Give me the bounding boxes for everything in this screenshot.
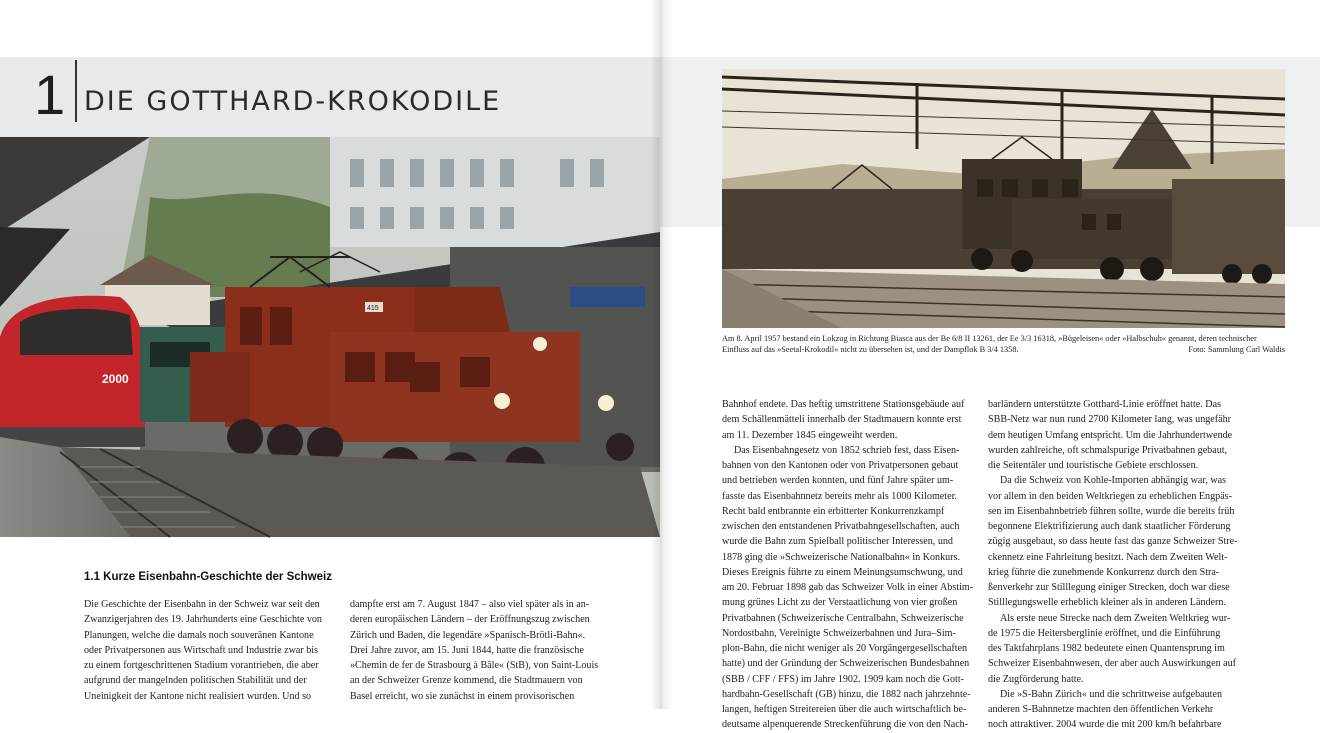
text-line: die Seitentäler und touristische Gebiete erschlossen. bbox=[988, 460, 1199, 471]
caption-line: Am 8. April 1957 bestand ein Lokzug in Richtung Biasca aus der Be 6/8 II 13261, der Ee 3/3 16318, »Bügeleisen« oder »Halbschuh« genannt, deren technischer bbox=[722, 334, 1257, 343]
text-line: Recht bald entbrannte ein erbitterter Konkurrenzkampf bbox=[722, 505, 945, 517]
text-line: dem heutigen Umfang entspricht. Um die Jahrhundertwende bbox=[988, 429, 1233, 441]
text-line: Privatbahnen (Schweizerische Centralbahn, Schweizerische bbox=[722, 612, 964, 624]
train-number-label: 2000 bbox=[102, 372, 129, 386]
text-line: langen, heftigen Streitereien über die auch wirtschaftlich be- bbox=[722, 704, 967, 715]
text-line: Nordostbahn, Vereinigte Schweizerbahnen und Jura–Sim- bbox=[722, 627, 956, 639]
photo-credit: Foto: Sammlung Carl Waldis bbox=[1188, 345, 1285, 354]
text-line: »Chemin de fer de Strasbourg à Bâle« (StB), von Saint-Louis bbox=[350, 660, 599, 671]
text-line: fasste das Eisenbahnnetz bereits mehr als 1000 Kilometer. bbox=[722, 490, 957, 502]
text-line: Schweizer Eisenbahnwesen, der aber auch Auswirkungen auf bbox=[988, 658, 1237, 670]
text-line: zwischen den entstandenen Privatbahngesellschaften, auch bbox=[722, 521, 960, 532]
text-line: Als erste neue Strecke nach dem Zweiten Weltkrieg wur- bbox=[1000, 612, 1231, 624]
section-heading: 1.1 Kurze Eisenbahn-Geschichte der Schweiz bbox=[84, 571, 332, 583]
chapter-number: 1 bbox=[34, 63, 66, 126]
text-line: Bahnhof endete. Das heftig umstrittene Stationsgebäude auf bbox=[722, 399, 965, 410]
plate-number-label: 415 bbox=[367, 305, 379, 312]
text-line: (SBB / CFF / FFS) im Jahre 1902. 1909 kam noch die Gott- bbox=[722, 673, 964, 685]
text-line: Das Eisenbahngesetz von 1852 schrieb fest, dass Eisen- bbox=[734, 444, 960, 456]
caption-line: Einfluss auf das »Seetal-Krokodil« nicht zu übersehen ist, und der Dampflok B 3/4 1358. bbox=[722, 345, 1019, 354]
text-line: zu einem fortgeschrittenen Stadium vorantrieben, die aber bbox=[84, 660, 319, 671]
right-page bbox=[660, 0, 1320, 731]
text-line: Uneinigkeit der Kantone nicht realisiert wurden. Und so bbox=[84, 690, 312, 702]
historic-photo bbox=[722, 69, 1285, 328]
text-column-1 bbox=[84, 597, 322, 704]
text-line: wurden zahlreiche, oft schmalspurige Privatbahnen gebaut, bbox=[988, 444, 1228, 456]
photo-caption bbox=[722, 333, 1285, 355]
text-line: Stilllegungswelle erheblich kleiner als in anderen Ländern. bbox=[988, 597, 1226, 609]
text-line: dem Schällenmätteli innerhalb der Stadtmauern konnte erst bbox=[722, 414, 962, 426]
text-line: aufgrund der mangelnden politischen Stabilität und der bbox=[84, 675, 307, 687]
text-line: vor allem in den beiden Weltkriegen zu erheblichen Engpäs- bbox=[988, 490, 1232, 502]
book-gutter bbox=[650, 0, 672, 709]
text-column-4 bbox=[988, 397, 1237, 733]
text-line: begonnene Elektrifizierung auch dank staatlicher Förderung bbox=[988, 521, 1231, 532]
text-line: bahnen von den Kantonen oder von Privatpersonen gebaut bbox=[722, 460, 959, 471]
text-line: Die »S-Bahn Zürich« und die schrittweise aufgebauten bbox=[1000, 688, 1222, 700]
text-line: noch attraktiver. 2004 wurde die mit 200 km/h befahrbare bbox=[988, 719, 1222, 731]
text-column-2 bbox=[350, 597, 598, 704]
text-line: an der Schweizer Grenze kommend, die Stadtmauern von bbox=[350, 675, 583, 687]
chapter-title: DIE GOTTHARD-KROKODILE bbox=[84, 86, 502, 117]
text-line: deren europäischen Ländern – der Eröffnungszug zwischen bbox=[350, 614, 590, 626]
text-line: Da die Schweiz von Kohle-Importen abhängig war, was bbox=[1000, 475, 1227, 487]
text-line: anderen S-Bahnnetze machten den öffentlichen Verkehr bbox=[988, 704, 1214, 715]
left-page bbox=[0, 0, 660, 709]
text-line: Planungen, welche die damals noch souveränen Kantone bbox=[84, 629, 314, 641]
text-line: dampfte erst am 7. August 1847 – also viel später als in an- bbox=[350, 599, 590, 610]
text-column-3 bbox=[722, 397, 973, 733]
crocodile-locomotive-station-photo bbox=[0, 137, 660, 537]
text-line: oder Privatpersonen aus Wirtschaft und Industrie zwar bis bbox=[84, 644, 319, 656]
text-line: mung grünes Licht zu der Verstaatlichung von vier großen bbox=[722, 597, 958, 609]
text-line: SBB-Netz war nun rund 2700 Kilometer lang, was ungefähr bbox=[988, 414, 1232, 426]
text-line: deutsame alpenquerende Streckenführung die von den Nach- bbox=[722, 719, 969, 731]
text-line: hardbahn-Gesellschaft (GB) hinzu, die 1882 nach jahrzehnte- bbox=[722, 688, 971, 700]
text-line: barländern unterstützte Gotthard-Linie eröffnet hatte. Das bbox=[988, 399, 1221, 410]
text-line: Zwanzigerjahren des 19. Jahrhunderts eine Geschichte von bbox=[84, 614, 322, 626]
text-line: Dieses Ereignis führte zu einem Meinungsumschwung, und bbox=[722, 566, 963, 578]
text-line: hatte) und der Gründung der Schweizerischen Bundesbahnen bbox=[722, 658, 970, 670]
chapter-divider bbox=[75, 60, 77, 122]
text-line: zügig ausgebaut, so dass heute fast das ganze Schweizer Stre- bbox=[988, 536, 1238, 548]
sepia-locomotive-train-photo bbox=[722, 69, 1285, 328]
text-line: krieg führte die zunehmende Konkurrenz durch den Stra- bbox=[988, 566, 1220, 578]
text-line: wurde die Bahn zum Spielball politischer Interessen, und bbox=[722, 536, 953, 548]
text-line: des Taktfahrplans 1982 bedeutete einen Quantensprung im bbox=[988, 643, 1225, 654]
text-line: 1878 ging die »Schweizerische Nationalbahn« in Konkurs. bbox=[722, 551, 960, 563]
locomotive-photo bbox=[0, 137, 660, 537]
text-line: de 1975 die Heitersberglinie eröffnet, und die Einführung bbox=[988, 627, 1221, 639]
text-line: Drei Jahre zuvor, am 15. Juni 1844, hatte die französische bbox=[350, 644, 584, 656]
text-line: am 11. Dezember 1845 eingeweiht werden. bbox=[722, 429, 898, 441]
text-line: sen im Eisenbahnbetrieb führen sollte, wurde die bereits früh bbox=[988, 505, 1235, 517]
text-line: Basel erreicht, wo sie zunächst in einem provisorischen bbox=[350, 690, 575, 702]
text-line: am 20. Februar 1898 gab das Schweizer Volk in einer Abstim- bbox=[722, 582, 974, 593]
text-line: Die Geschichte der Eisenbahn in der Schweiz war seit den bbox=[84, 599, 320, 610]
text-line: ßenverkehr zur Stilllegung einiger Strecken, doch war diese bbox=[988, 582, 1230, 593]
text-line: plon-Bahn, die nicht weniger als 20 Vorgängergesellschaften bbox=[722, 643, 968, 654]
text-line: Zürich und Baden, die legendäre »Spanisch-Brötli-Bahn«. bbox=[350, 629, 586, 641]
text-line: die Zugförderung hatte. bbox=[988, 673, 1084, 685]
text-line: ckennetz eine Fahrleitung besitzt. Nach dem Zweiten Welt- bbox=[988, 551, 1228, 563]
text-line: und betrieben werden konnten, und fünf Jahre später um- bbox=[722, 475, 954, 487]
